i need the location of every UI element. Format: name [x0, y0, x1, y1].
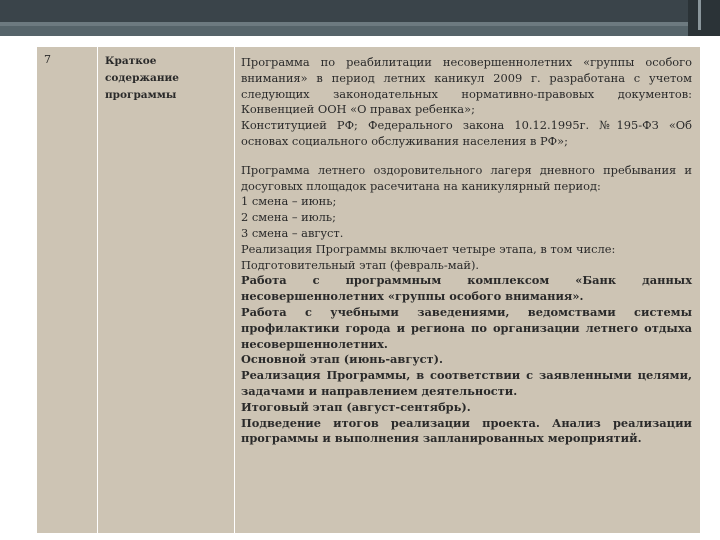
program-description [235, 47, 700, 447]
paragraph: Конституцией РФ; Федерального закона 10.12.1995г. №195-ФЗ «Об основах социального обслуживания населения в РФ»; [241, 118, 692, 148]
paragraph: Программа по реабилитации несовершеннолетних «группы особого внимания» в период летних каникул 2009 г. разработана с учетом следующих законодательных нормативно-правовых документов: Конвенцией ООН «О правах ребенка»; [241, 55, 692, 117]
slide-header-accent [0, 22, 720, 36]
paragraph: 1 смена – июнь; [241, 194, 337, 209]
paragraph: Основной этап (июнь-август). [241, 352, 443, 367]
slide-header-bar [0, 0, 720, 22]
paragraph: 3 смена – август. [241, 225, 344, 240]
paragraph: Подведение итогов реализации проекта. Анализ реализации программы и выполнения запланированных мероприятий. [241, 415, 692, 446]
paragraph: Программа летнего оздоровительного лагеря дневного пребывания и досуговых площадок расечитана на каникулярный период: [241, 162, 692, 193]
row-number: 7 [44, 53, 51, 66]
row-heading-cell [98, 47, 235, 534]
paragraph: Итоговый этап (август-сентябрь). [241, 399, 471, 414]
paragraph: Работа с программным комплексом «Банк данных несовершеннолетних «группы особого внимания». [241, 273, 692, 304]
program-table [36, 46, 701, 534]
paragraph: 2 смена – июль; [241, 210, 336, 225]
row-number-cell [37, 47, 98, 534]
slide-corner-decoration [688, 0, 720, 36]
paragraph: Реализация Программы включает четыре этапа, в том числе: [241, 241, 616, 256]
paragraph: Подготовительный этап (февраль-май). [241, 257, 480, 272]
paragraph: Работа с учебными заведениями, ведомствами системы профилактики города и региона по организации летнего отдыха несовершеннолетних. [241, 304, 692, 351]
table-row [37, 47, 701, 534]
paragraph: Реализация Программы, в соответствии с заявленными целями, задачами и направлением деятельности. [241, 368, 692, 398]
row-heading: Краткое содержание программы [105, 55, 179, 101]
row-content-cell [235, 47, 701, 534]
